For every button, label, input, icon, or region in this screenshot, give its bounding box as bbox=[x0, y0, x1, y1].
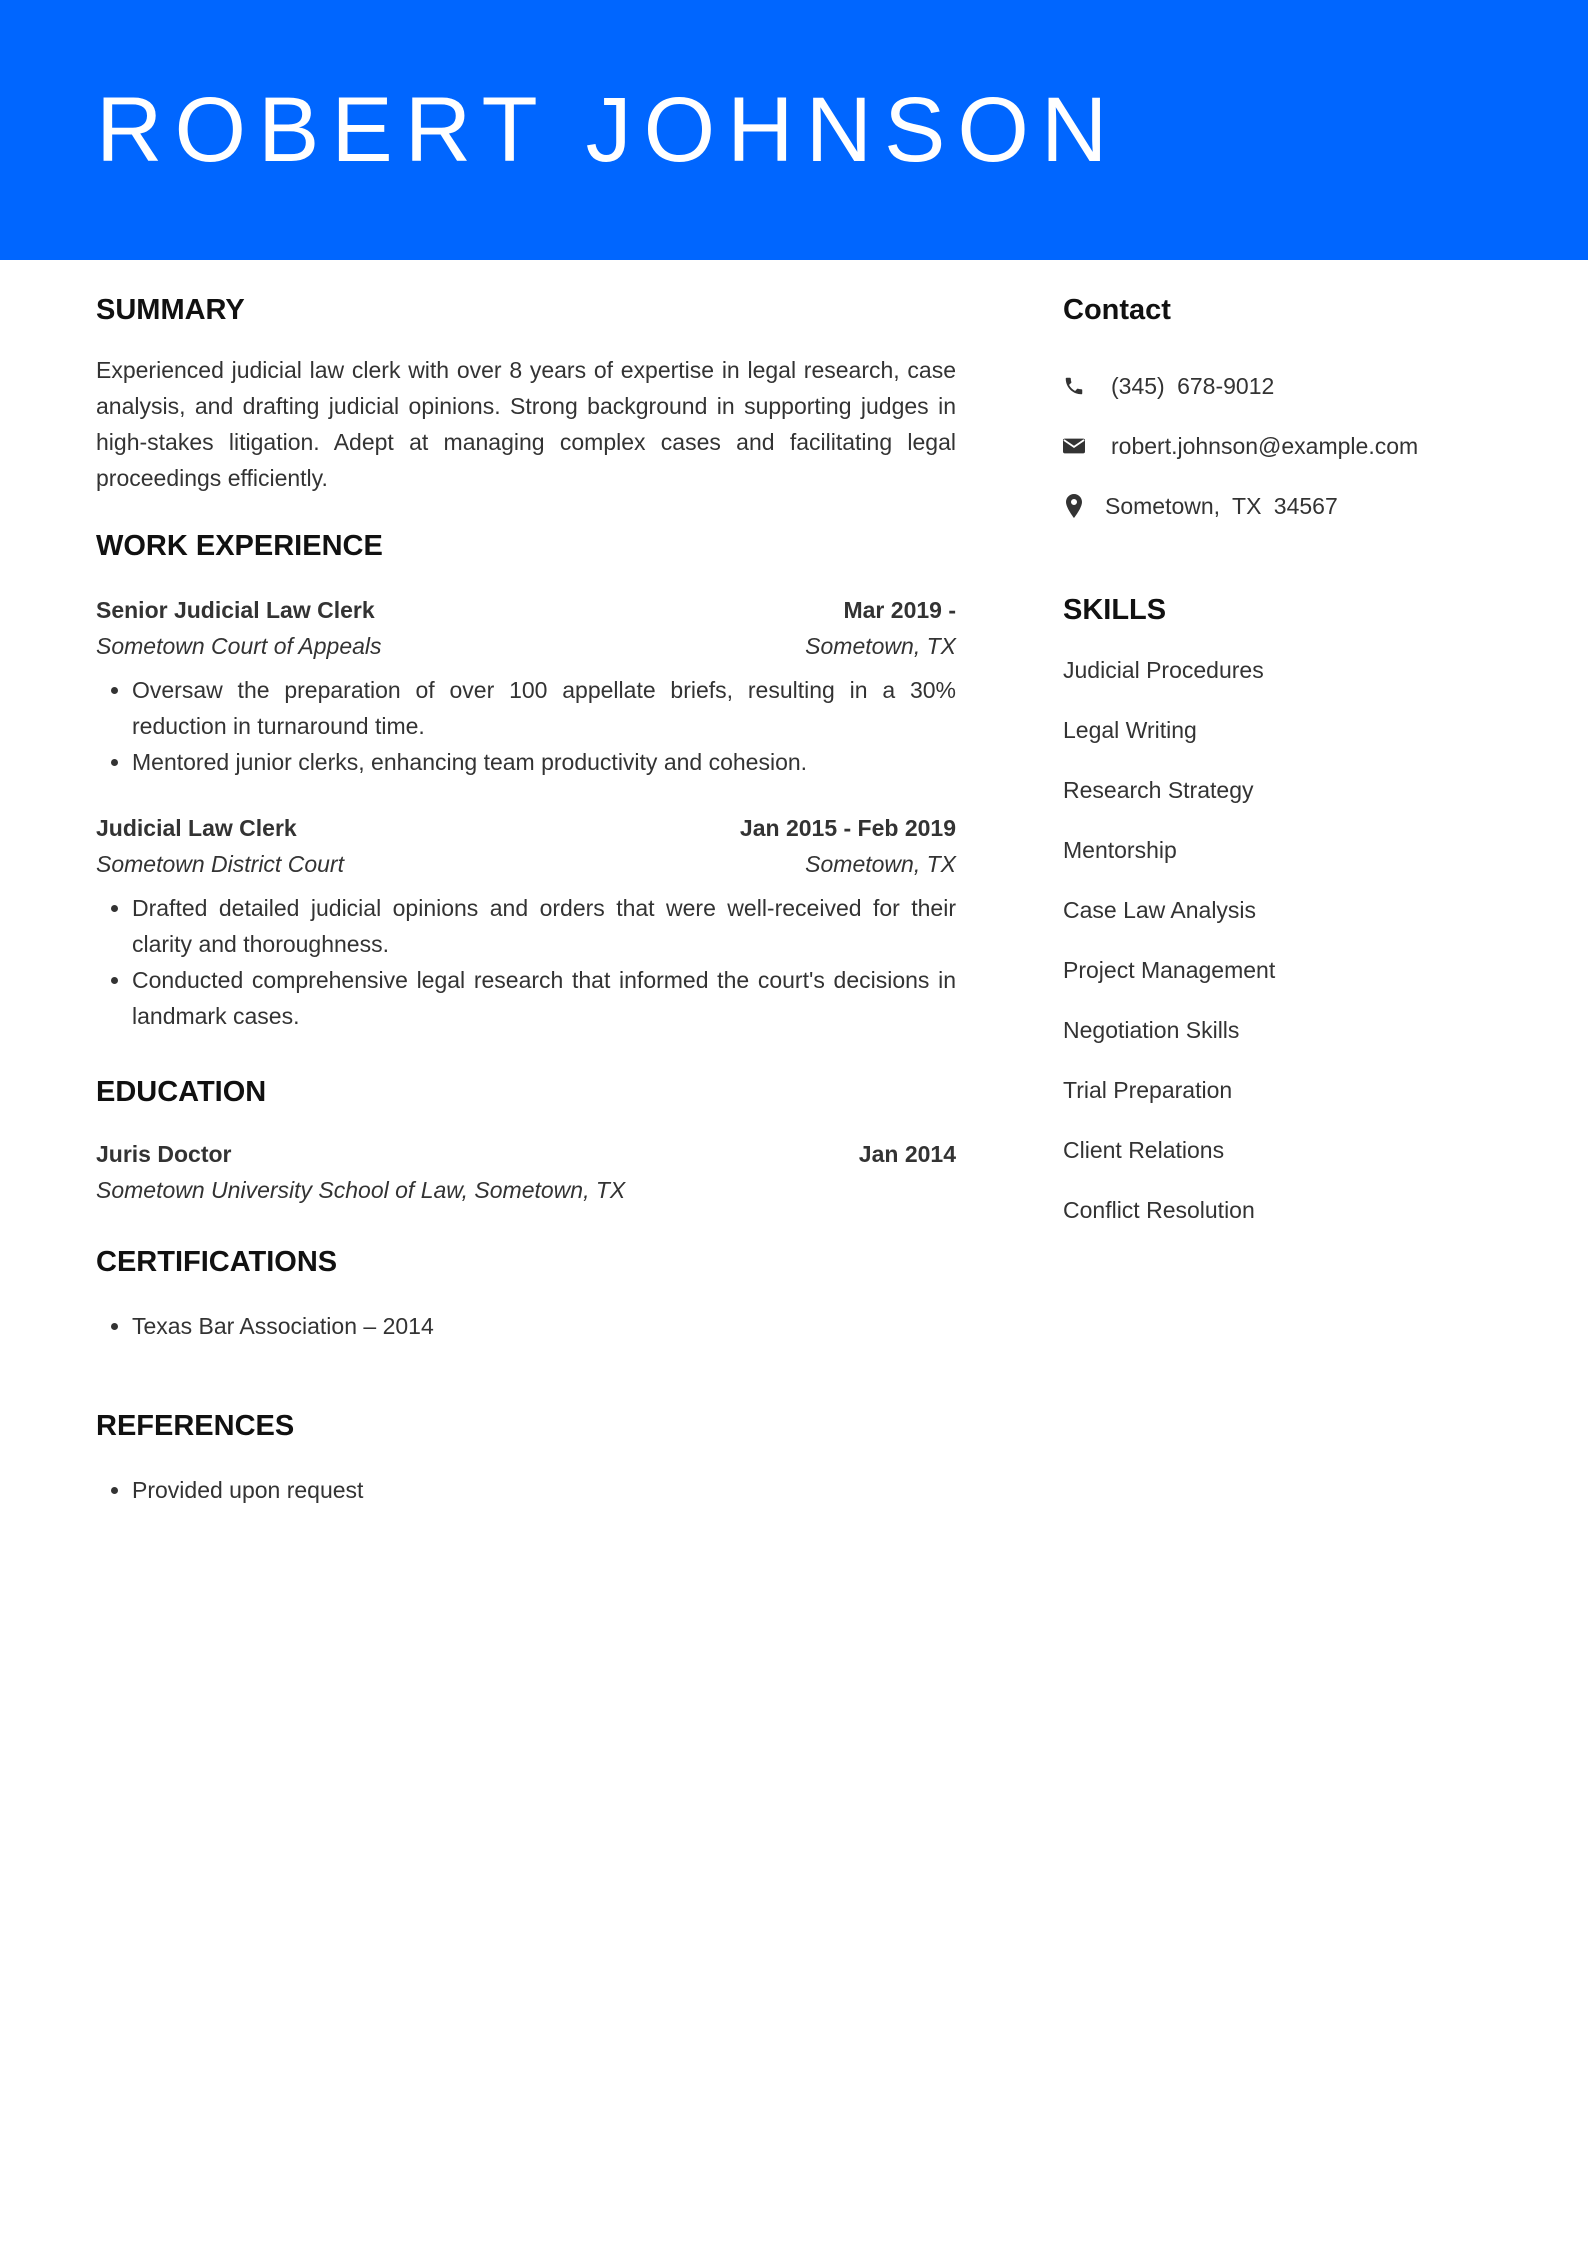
skill-item: Project Management bbox=[1063, 957, 1276, 983]
summary-section bbox=[96, 290, 956, 496]
skill-item: Conflict Resolution bbox=[1063, 1197, 1255, 1223]
education-section bbox=[96, 1072, 956, 1208]
contact-email bbox=[1063, 416, 1503, 476]
skill-item: Case Law Analysis bbox=[1063, 897, 1257, 923]
school: Sometown University School of Law, Sometown, TX bbox=[96, 1177, 626, 1203]
section-title-education: EDUCATION bbox=[96, 1076, 267, 1108]
certifications-list bbox=[96, 1308, 956, 1344]
section-title-skills: SKILLS bbox=[1063, 594, 1167, 626]
references-section bbox=[96, 1406, 956, 1508]
certifications-section bbox=[96, 1242, 956, 1344]
job-bullet: • Oversaw the preparation of over 100 appellate briefs, resulting in a 30% reduction in turnaround time. bbox=[132, 672, 956, 744]
section-title-certifications: CERTIFICATIONS bbox=[96, 1246, 338, 1278]
work-experience-section bbox=[96, 526, 956, 1034]
map-pin-icon bbox=[1063, 495, 1085, 517]
references-list bbox=[96, 1472, 956, 1508]
job-role: Senior Judicial Law Clerk bbox=[96, 597, 375, 623]
job-bullet: • Drafted detailed judicial opinions and orders that were well-received for their clarity and thoroughness. bbox=[132, 890, 956, 962]
job-dates: Jan 2015 - Feb 2019 bbox=[739, 815, 956, 841]
degree: Juris Doctor bbox=[96, 1141, 232, 1167]
skill-item: Mentorship bbox=[1063, 837, 1177, 863]
skill-item: Legal Writing bbox=[1063, 717, 1197, 743]
job-entry bbox=[96, 810, 956, 1034]
job-entry bbox=[96, 592, 956, 780]
job-location: Sometown, TX bbox=[805, 633, 956, 659]
section-title-summary: SUMMARY bbox=[96, 294, 245, 326]
main-column bbox=[96, 290, 956, 1508]
certification-item: • Texas Bar Association – 2014 bbox=[132, 1308, 956, 1344]
skill-item: Judicial Procedures bbox=[1063, 657, 1264, 683]
phone-icon bbox=[1063, 375, 1085, 397]
header-banner bbox=[0, 0, 1588, 260]
contact-location bbox=[1063, 476, 1503, 536]
job-location: Sometown, TX bbox=[805, 851, 956, 877]
job-bullets bbox=[96, 672, 956, 780]
section-title-work-experience: WORK EXPERIENCE bbox=[96, 530, 383, 562]
skill-item: Negotiation Skills bbox=[1063, 1017, 1240, 1043]
contact-list bbox=[1063, 356, 1503, 536]
skills-list bbox=[1063, 652, 1503, 1252]
job-bullets bbox=[96, 890, 956, 1034]
job-role: Judicial Law Clerk bbox=[96, 815, 297, 841]
skill-item: Client Relations bbox=[1063, 1137, 1225, 1163]
job-organization: Sometown District Court bbox=[96, 851, 344, 877]
reference-item: • Provided upon request bbox=[132, 1472, 956, 1508]
summary-text: Experienced judicial law clerk with over 8 years of expertise in legal research, case analysis, and drafting judicial opinions. Strong background in supporting judges in high-stakes litigation. Adept at managing complex cases and facilitating legal proceedings efficiently. bbox=[96, 357, 956, 491]
skill-item: Research Strategy bbox=[1063, 777, 1254, 803]
candidate-name: ROBERT JOHNSON bbox=[96, 79, 1120, 181]
skill-item: Trial Preparation bbox=[1063, 1077, 1233, 1103]
contact-location-text: Sometown, TX 34567 bbox=[1105, 492, 1338, 519]
degree-date: Jan 2014 bbox=[858, 1141, 956, 1167]
section-title-references: REFERENCES bbox=[96, 1410, 295, 1442]
sidebar-column bbox=[1063, 290, 1503, 1252]
envelope-icon bbox=[1063, 435, 1085, 457]
job-bullet: • Mentored junior clerks, enhancing team productivity and cohesion. bbox=[132, 744, 956, 780]
job-bullet: • Conducted comprehensive legal research that informed the court's decisions in landmark cases. bbox=[132, 962, 956, 1034]
contact-phone-text: (345) 678-9012 bbox=[1111, 372, 1275, 399]
section-title-contact: Contact bbox=[1063, 294, 1171, 326]
job-dates: Mar 2019 - bbox=[843, 597, 956, 623]
contact-email-text[interactable]: robert.johnson@example.com bbox=[1111, 432, 1419, 459]
contact-phone bbox=[1063, 356, 1503, 416]
job-organization: Sometown Court of Appeals bbox=[96, 633, 382, 659]
